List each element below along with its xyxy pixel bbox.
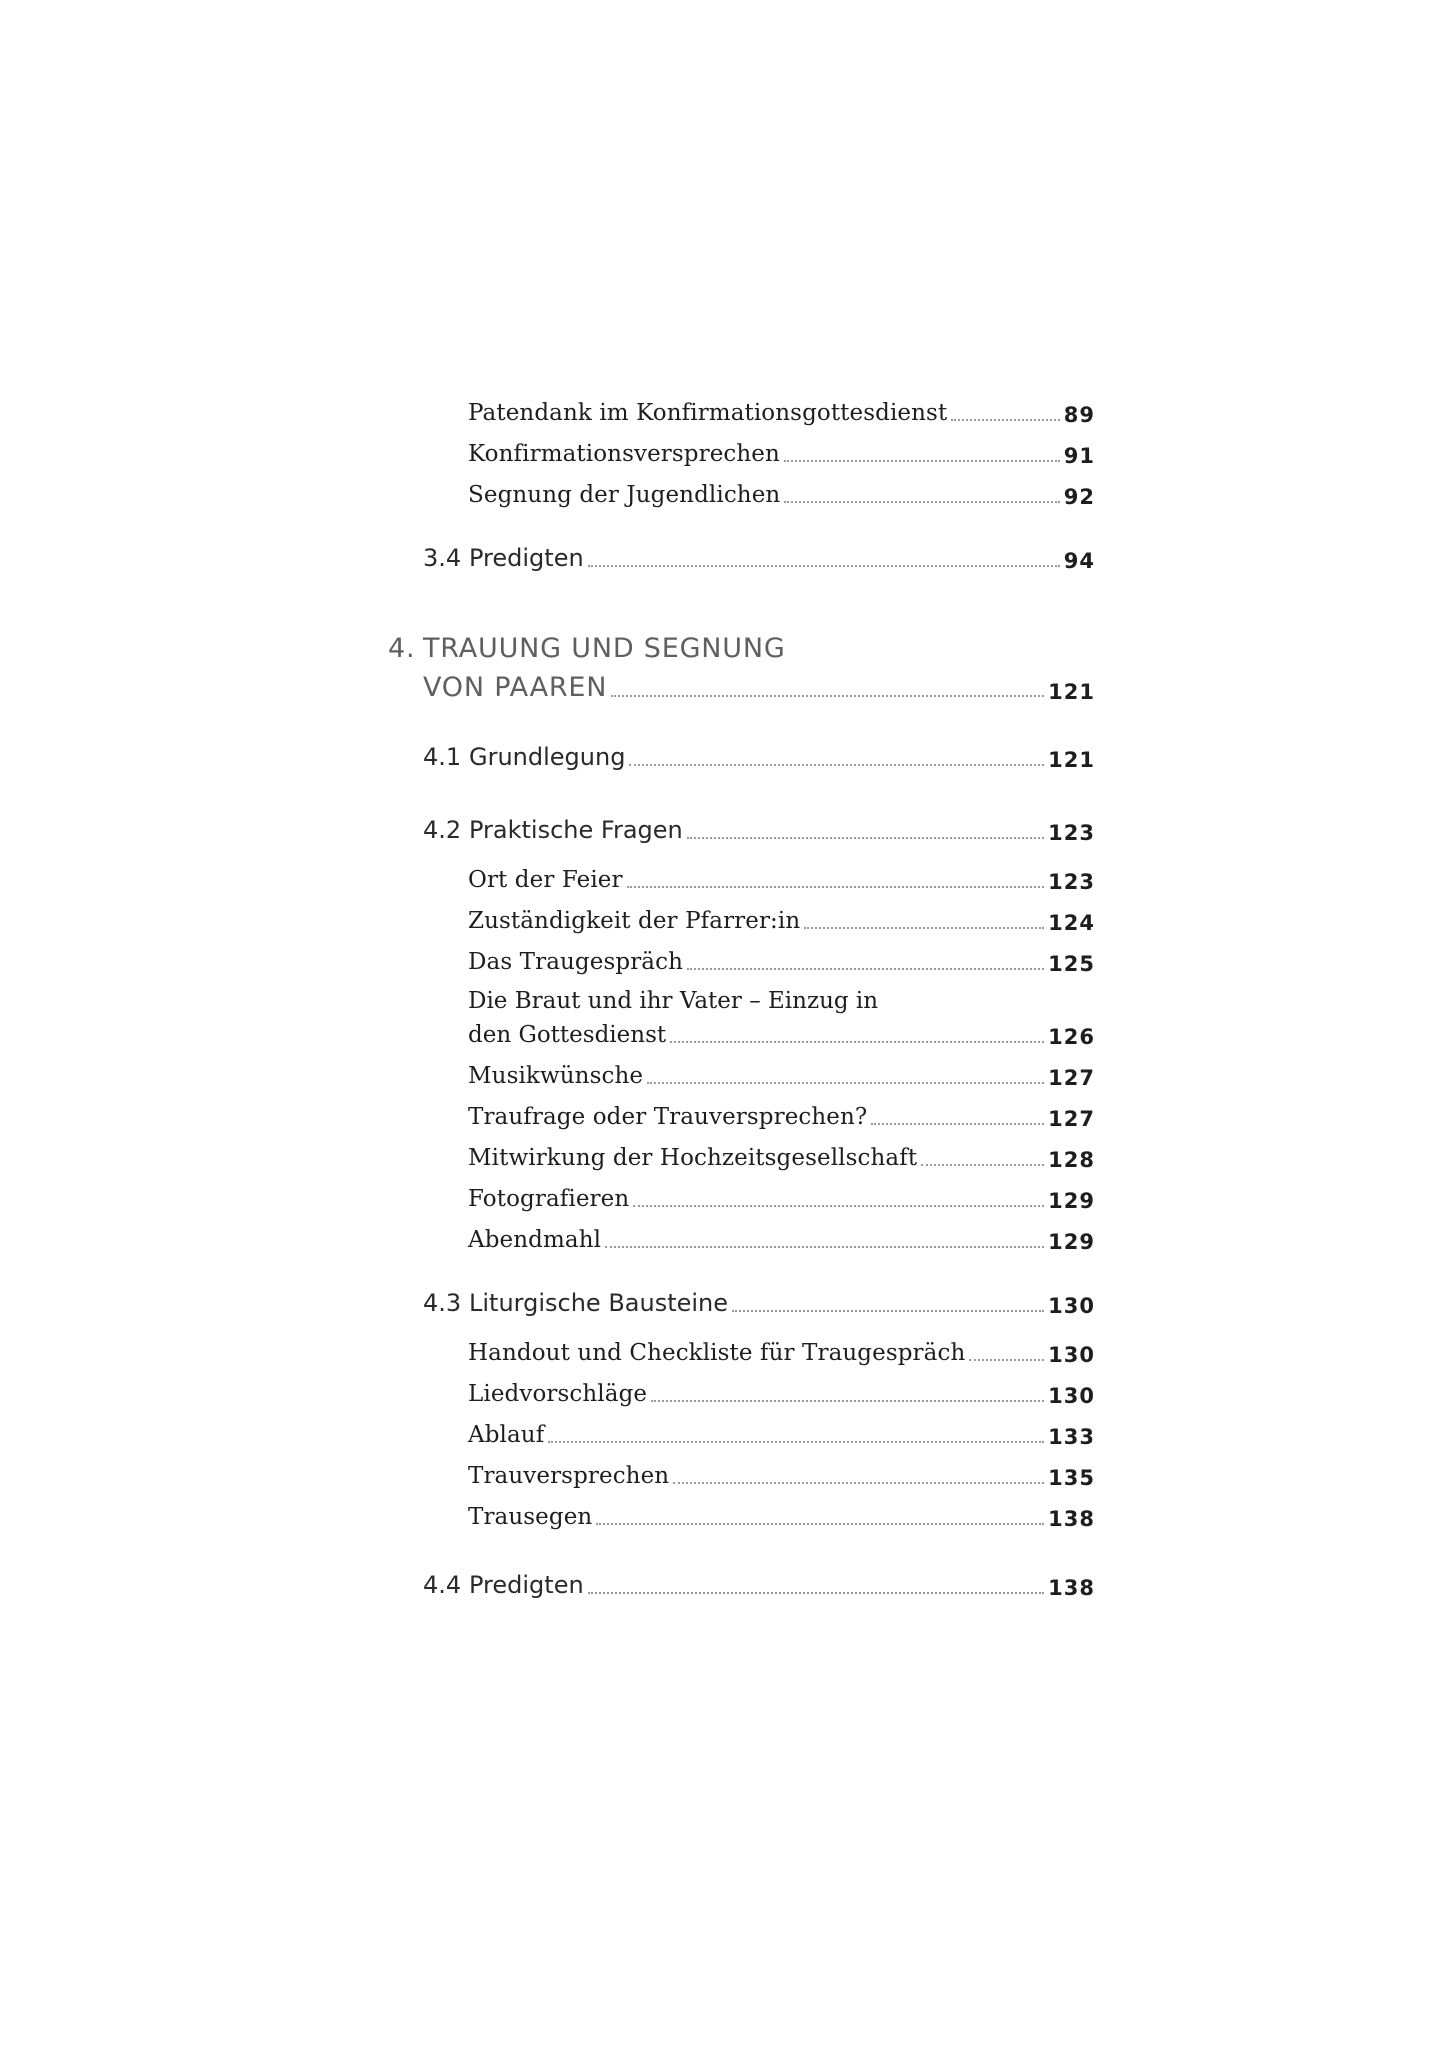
leader-dots — [596, 1523, 1044, 1525]
toc-section-title — [423, 813, 683, 847]
leader-dots — [921, 1164, 1044, 1166]
toc-entry[interactable] — [468, 1417, 1095, 1451]
leader-dots — [633, 1205, 1044, 1207]
toc-section-title — [423, 740, 625, 774]
leader-dots — [611, 695, 1044, 697]
toc-entry[interactable] — [468, 1335, 1095, 1369]
toc-entry-label: Traufrage oder Trauversprechen? — [468, 1104, 868, 1130]
toc-entry[interactable] — [468, 1376, 1095, 1410]
toc-entry-label: Trauversprechen — [468, 1463, 670, 1489]
toc-section-page: 123 — [1048, 821, 1095, 845]
toc-entry[interactable] — [468, 477, 1095, 511]
leader-dots — [732, 1310, 1044, 1312]
toc-section-title — [423, 1286, 728, 1320]
chapter-title-text-2: VON PAAREN — [423, 672, 608, 703]
toc-entry[interactable] — [468, 862, 1095, 896]
toc-section-4-3[interactable] — [423, 1284, 1095, 1320]
toc-section-4-1[interactable] — [423, 738, 1095, 774]
leader-dots — [804, 927, 1044, 929]
toc-entry-label: Konfirmationsversprechen — [468, 441, 780, 467]
leader-dots — [687, 968, 1044, 970]
toc-entry-label: Ort der Feier — [468, 867, 623, 893]
toc-entry[interactable] — [468, 944, 1095, 978]
toc-entry-label: Patendank im Konfirmationsgottesdienst — [468, 400, 948, 426]
toc-entry-label: Liedvorschläge — [468, 1381, 648, 1407]
toc-entry[interactable] — [468, 903, 1095, 937]
toc-section-title — [423, 1568, 584, 1602]
toc-entry-page: 124 — [1048, 911, 1095, 935]
toc-entry[interactable] — [468, 1458, 1095, 1492]
toc-entry-page: 92 — [1063, 485, 1095, 509]
toc-section-label: Grundlegung — [469, 743, 626, 771]
toc-section-number: 4.4 — [423, 1571, 462, 1599]
toc-entry-line2 — [468, 1017, 1095, 1051]
toc-entry-label-line1: Die Braut und ihr Vater – Einzug in — [468, 988, 879, 1014]
leader-dots — [951, 419, 1059, 421]
toc-entry-label: Trausegen — [468, 1504, 593, 1530]
toc-entry[interactable] — [468, 1058, 1095, 1092]
leader-dots — [629, 764, 1044, 766]
toc-entry-page: 91 — [1063, 444, 1095, 468]
leader-dots — [969, 1359, 1044, 1361]
toc-section-page: 138 — [1048, 1576, 1095, 1600]
chapter-title-text: TRAUUNG UND SEGNUNG — [423, 633, 786, 664]
toc-entry-page: 129 — [1048, 1189, 1095, 1213]
toc-entry-page: 125 — [1048, 952, 1095, 976]
toc-entry[interactable] — [468, 1222, 1095, 1256]
toc-entry-label: Mitwirkung der Hochzeitsgesellschaft — [468, 1145, 918, 1171]
leader-dots — [673, 1482, 1044, 1484]
toc-section-number: 4.2 — [423, 816, 462, 844]
toc-entry-label: Musikwünsche — [468, 1063, 644, 1089]
toc-entry[interactable] — [468, 395, 1095, 429]
toc-entry[interactable] — [468, 1099, 1095, 1133]
toc-entry[interactable] — [468, 1499, 1095, 1533]
leader-dots — [784, 501, 1059, 503]
toc-entry[interactable] — [468, 436, 1095, 470]
toc-entry[interactable] — [468, 1140, 1095, 1174]
chapter-title-line1 — [388, 631, 786, 667]
toc-entry-page: 130 — [1048, 1384, 1095, 1408]
toc-section-label: Liturgische Bausteine — [469, 1289, 729, 1317]
chapter-title-line2 — [423, 670, 1095, 706]
toc-section-title — [423, 541, 584, 575]
toc-entry-page: 126 — [1048, 1025, 1095, 1049]
toc-section-page: 94 — [1063, 549, 1095, 573]
leader-dots — [588, 1592, 1044, 1594]
toc-entry-label: Das Traugespräch — [468, 949, 683, 975]
toc-entry-page: 127 — [1048, 1066, 1095, 1090]
toc-entry-page: 129 — [1048, 1230, 1095, 1254]
toc-section-page: 130 — [1048, 1294, 1095, 1318]
toc-section-label: Predigten — [469, 544, 584, 572]
leader-dots — [627, 886, 1045, 888]
chapter-number: 4. — [388, 633, 416, 664]
toc-entry-page: 130 — [1048, 1343, 1095, 1367]
toc-entry-page: 89 — [1063, 403, 1095, 427]
leader-dots — [651, 1400, 1044, 1402]
chapter-page: 121 — [1048, 680, 1095, 704]
leader-dots — [588, 565, 1060, 567]
leader-dots — [605, 1246, 1044, 1248]
toc-section-label: Praktische Fragen — [469, 816, 683, 844]
leader-dots — [871, 1123, 1044, 1125]
toc-section-number: 3.4 — [423, 544, 462, 572]
toc-section-4-4[interactable] — [423, 1566, 1095, 1602]
toc-section-3-4[interactable] — [423, 539, 1095, 575]
toc-section-number: 4.1 — [423, 743, 462, 771]
toc-entry-label: Ablauf — [468, 1422, 545, 1448]
toc-entry-label: Abendmahl — [468, 1227, 602, 1253]
toc-section-label: Predigten — [469, 1571, 584, 1599]
toc-section-number: 4.3 — [423, 1289, 462, 1317]
toc-entry-label: Segnung der Jugendlichen — [468, 482, 781, 508]
toc-entry-page: 135 — [1048, 1466, 1095, 1490]
toc-section-4-2[interactable] — [423, 811, 1095, 847]
leader-dots — [687, 837, 1044, 839]
leader-dots — [647, 1082, 1044, 1084]
toc-entry-page: 123 — [1048, 870, 1095, 894]
toc-entry-label: Zuständigkeit der Pfarrer:in — [468, 908, 801, 934]
toc-entry-page: 127 — [1048, 1107, 1095, 1131]
toc-entry-label-line2: den Gottesdienst — [468, 1022, 667, 1048]
toc-entry-label: Handout und Checkliste für Traugespräch — [468, 1340, 966, 1366]
toc-section-page: 121 — [1048, 748, 1095, 772]
leader-dots — [784, 460, 1060, 462]
leader-dots — [670, 1041, 1044, 1043]
toc-entry-page: 128 — [1048, 1148, 1095, 1172]
leader-dots — [548, 1441, 1044, 1443]
toc-entry[interactable] — [468, 1181, 1095, 1215]
toc-entry-page: 138 — [1048, 1507, 1095, 1531]
toc-entry-label: Fotografieren — [468, 1186, 630, 1212]
toc-entry-page: 133 — [1048, 1425, 1095, 1449]
